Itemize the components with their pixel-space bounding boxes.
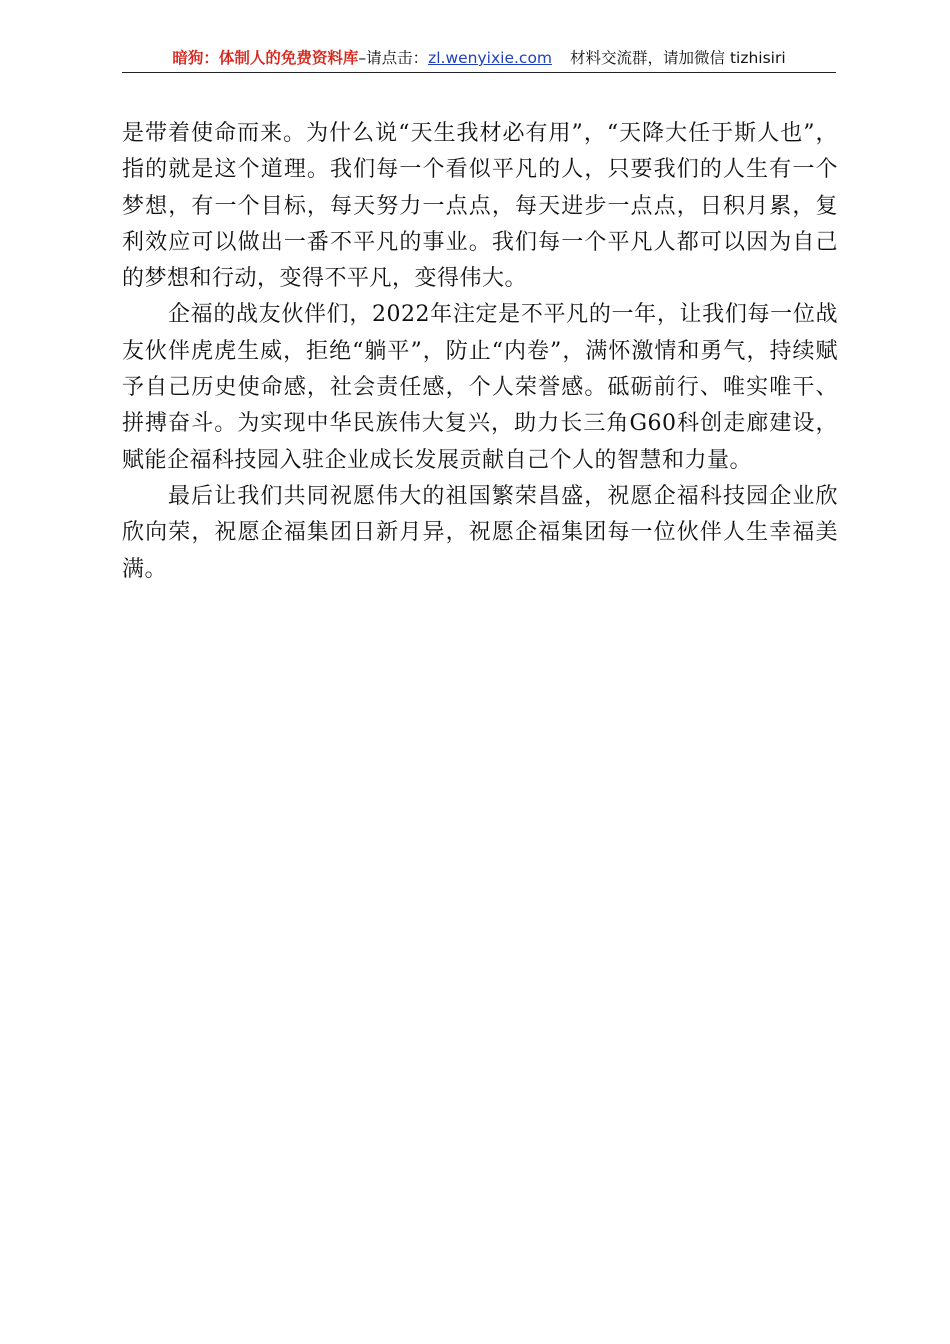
paragraph-partners: 企福的战友伙伴们，2022年注定是不平凡的一年，让我们每一位战友伙伴虎虎生威，拒绝“躺平”，防止“内卷”，满怀激情和勇气，持续赋予自己历史使命感，社会责任感，个人荣誉感。砥砺前行、唯实唯干、拼搏奋斗。为实现中华民族伟大复兴，助力长三角G60科创走廊建设，赋能企福科技园入驻企业成长发展贡献自己个人的智慧和力量。 (122, 302, 838, 473)
paragraph-continuation: 是带着使命而来。为什么说“天生我材必有用”，“天降大任于斯人也”，指的就是这个道理。我们每一个看似平凡的人，只要我们的人生有一个梦想，有一个目标，每天努力一点点，每天进步一点点，日积月累，复利效应可以做出一番不平凡的事业。我们每一个平凡人都可以因为自己的梦想和行动，变得不平凡，变得伟大。 (122, 121, 838, 292)
paragraph-wishes: 最后让我们共同祝愿伟大的祖国繁荣昌盛，祝愿企福科技园企业欣欣向荣，祝愿企福集团日新月异，祝愿企福集团每一位伙伴人生幸福美满。 (122, 483, 838, 582)
page-header (122, 46, 836, 73)
header-group-info: 材料交流群，请加微信 tizhisiri (570, 49, 786, 67)
header-brand: 暗狗：体制人的免费资料库 (172, 49, 359, 67)
header-prompt: –请点击： (358, 49, 429, 67)
header-link[interactable]: zl.wenyixie.com (428, 49, 553, 67)
body-text (122, 116, 838, 588)
